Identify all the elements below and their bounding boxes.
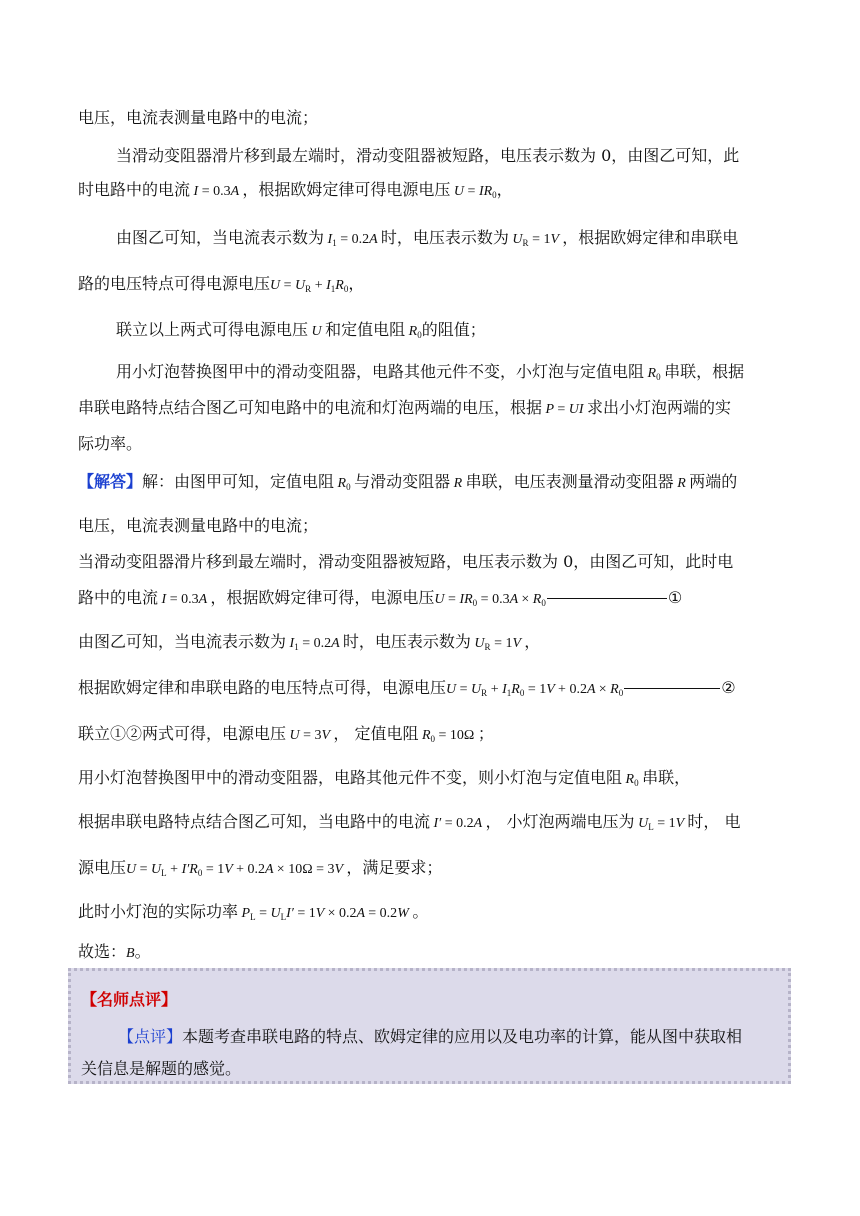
symbol-r0: $R_0$ [622, 772, 639, 788]
review-box [68, 968, 791, 1084]
formula-current: I = 0.3A [190, 184, 243, 199]
review-title: 【名师点评】 [81, 990, 178, 1009]
solution-line-1: 【解答】解：由图甲可知，定值电阻 $R_0$ 与滑动变阻器 R 串联，电压表测量滑动变阻器 R 两端的 [78, 472, 738, 492]
solution-line-12: 故选：B。 [78, 942, 151, 961]
answer-choice: B [126, 946, 135, 961]
formula-current: I = 0.3A [158, 592, 211, 607]
review-body [81, 1021, 781, 1085]
formula-equation-1: $U = IR_0 = 0.3A \times R_0$ [434, 592, 546, 608]
formula-voltage: $U = IR_0$ [450, 184, 497, 200]
analysis-para-3a: 由图乙可知，当电流表示数为 $I_1 = 0.2A$ 时，电压表示数为 $U_R = 1V$ ，根据欧姆定律和串联电 [116, 228, 739, 248]
formula-equation-2: $U = U_R + I_1R_0 = 1V + 0.2A \times R_0$ [446, 682, 624, 698]
symbol-r0: $R_0$ [405, 324, 422, 340]
formula-i1: $I_1 = 0.2A$ [324, 232, 381, 248]
formula-series-voltage: $U = U_R + I_1R_0$ [270, 278, 349, 294]
formula-check: $U = U_L + I'R_0 = 1V + 0.2A \times 10\Omega = 3V$ [126, 862, 347, 878]
solution-line-2: 电压，电流表测量电路中的电流； [78, 516, 319, 535]
analysis-para-2b: 时电路中的电流 I = 0.3A ，根据欧姆定律可得电源电压 $U = IR_0$， [78, 180, 513, 200]
formula-r0-result: $R_0 = 10\Omega$ [418, 728, 475, 744]
review-line-1: 【点评】本题考查串联电路的特点、欧姆定律的应用以及电功率的计算，能从图中获取相 [118, 1027, 743, 1046]
formula-u-result: U = 3V [286, 728, 334, 743]
symbol-r0: $R_0$ [644, 366, 661, 382]
formula-power: P = UI [542, 402, 588, 417]
review-tag: 【点评】 [118, 1027, 183, 1046]
analysis-para-4: 联立以上两式可得电源电压 U 和定值电阻 $R_0$的阻值； [116, 320, 486, 340]
analysis-para-2a: 当滑动变阻器滑片移到最左端时，滑动变阻器被短路，电压表示数为 0，由图乙可知，此 [116, 146, 740, 165]
analysis-para-5c: 际功率。 [78, 434, 143, 453]
formula-ur: $U_R = 1V$ [508, 232, 563, 248]
symbol-r0: $R_0$ [334, 476, 351, 492]
symbol-r: R [673, 476, 690, 491]
solution-line-4: 路中的电流 I = 0.3A ，根据欧姆定律可得，电源电压$U = IR_0 = 0.3A \times R_0$ ① [78, 588, 683, 608]
solution-label: 【解答】 [78, 472, 143, 491]
symbol-r: R [450, 476, 466, 491]
analysis-para-3b: 路的电压特点可得电源电压$U = U_R + I_1R_0$， [78, 274, 365, 294]
solution-line-3: 当滑动变阻器滑片移到最左端时，滑动变阻器被短路，电压表示数为 0，由图乙可知，此时电 [78, 552, 734, 571]
solution-line-10: 源电压$U = U_L + I'R_0 = 1V + 0.2A \times 10\Omega = 3V$ ，满足要求； [78, 858, 443, 878]
solution-line-7: 联立①②两式可得，电源电压 U = 3V ， 定值电阻 $R_0 = 10\Omega$ ； [78, 724, 494, 744]
solution-line-5: 由图乙可知，当电流表示数为 $I_1 = 0.2A$ 时，电压表示数为 $U_R = 1V$ ， [78, 632, 541, 652]
analysis-para-5b: 串联电路特点结合图乙可知电路中的电流和灯泡两端的电压，根据 P = UI 求出小灯泡两端的实 [78, 398, 732, 417]
solution-line-11: 此时小灯泡的实际功率 $P_L = U_LI' = 1V \times 0.2A = 0.2W$ 。 [78, 902, 429, 922]
solution-line-8: 用小灯泡替换图甲中的滑动变阻器，电路其他元件不变，则小灯泡与定值电阻 $R_0$ 串联， [78, 768, 691, 788]
leader-line [547, 598, 667, 599]
analysis-para-5a: 用小灯泡替换图甲中的滑动变阻器，电路其他元件不变，小灯泡与定值电阻 $R_0$ 串联，根据 [116, 362, 745, 382]
solution-line-6: 根据欧姆定律和串联电路的电压特点可得，电源电压$U = U_R + I_1R_0 = 1V + 0.2A \times R_0$ ② [78, 678, 736, 698]
symbol-u: U [308, 324, 326, 339]
formula-power-result: $P_L = U_LI' = 1V \times 0.2A = 0.2W$ [238, 906, 413, 922]
leader-line [624, 688, 720, 689]
analysis-line-1: 电压，电流表测量电路中的电流； [78, 108, 319, 127]
formula-ul: $U_L = 1V$ [634, 816, 688, 832]
formula-ur: $U_R = 1V$ [470, 636, 525, 652]
solution-line-9: 根据串联电路特点结合图乙可知，当电路中的电流 I′ = 0.2A ， 小灯泡两端电压为 $U_L = 1V$ 时， 电 [78, 812, 741, 832]
formula-i1: $I_1 = 0.2A$ [286, 636, 343, 652]
review-line-2: 关信息是解题的感觉。 [81, 1059, 242, 1078]
formula-i-prime: I′ = 0.2A [430, 816, 486, 831]
